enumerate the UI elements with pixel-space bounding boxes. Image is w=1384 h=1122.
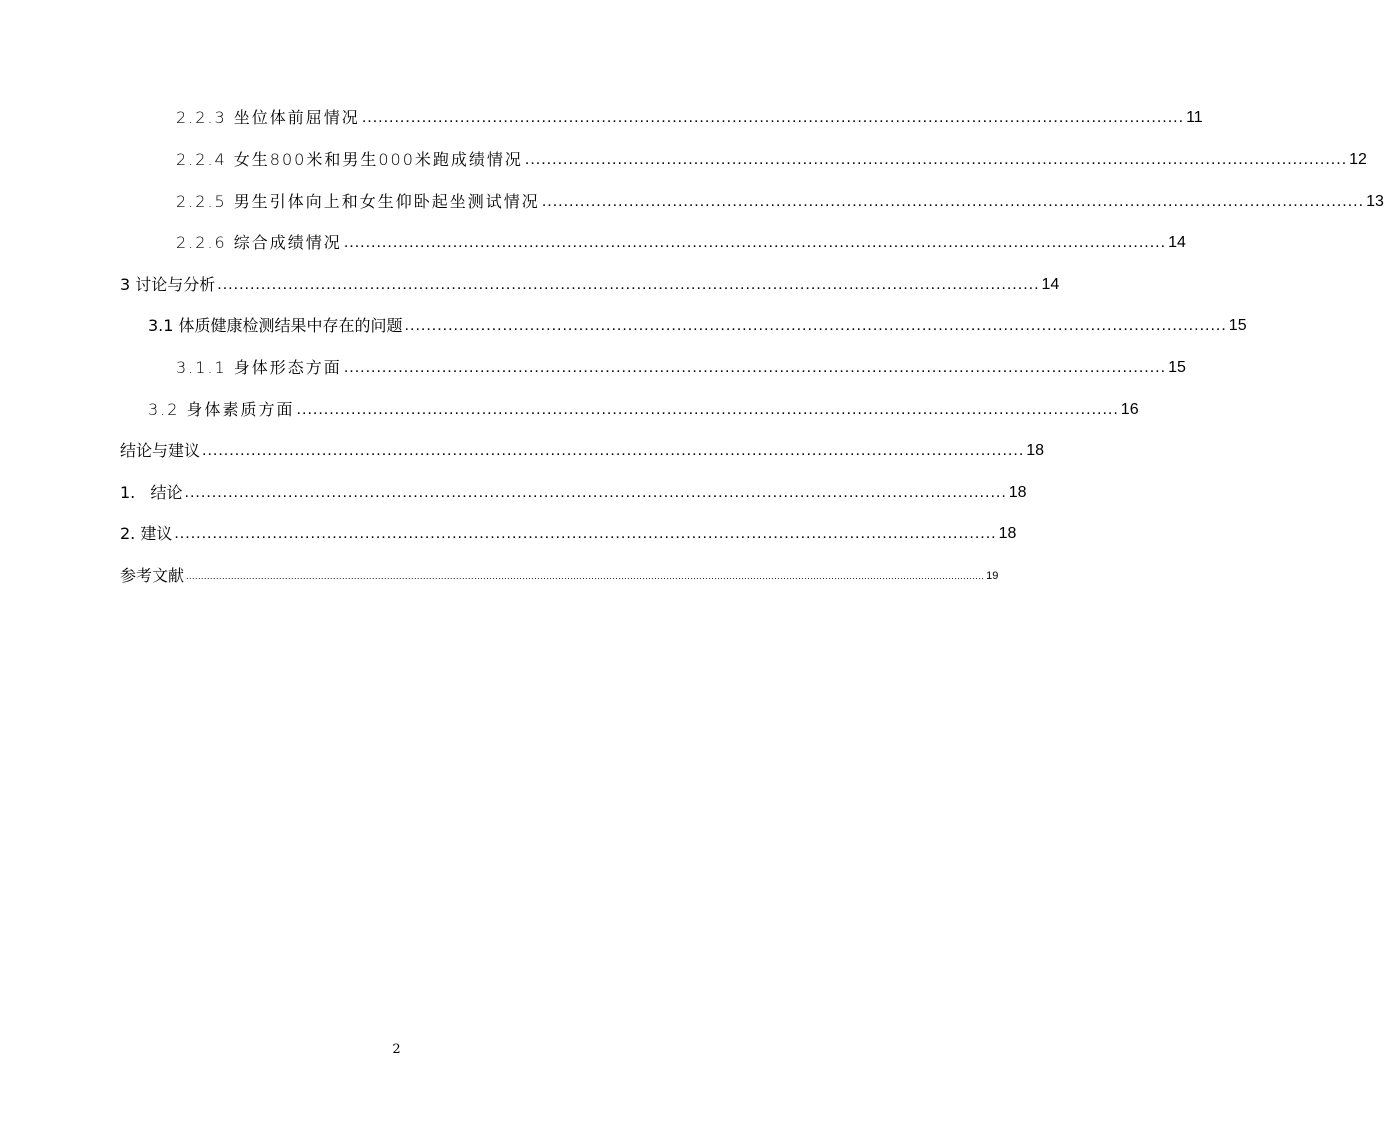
toc-entry-title: 2. 建议	[120, 524, 173, 543]
toc-entry-page: 14	[1041, 276, 1060, 293]
toc-dot-leader: .......................................................................................................................................................	[184, 484, 1007, 501]
toc-dot-leader: .......................................................................................................................................................	[361, 109, 1185, 126]
toc-entry-title: 2.2.3 坐位体前屈情况	[176, 108, 360, 127]
toc-entry-page: 16	[1120, 401, 1139, 418]
toc-entry-page: 19	[986, 570, 999, 582]
toc-entry-page: 18	[1026, 442, 1045, 459]
toc-entry-page: 18	[998, 525, 1017, 542]
toc-entry-title: 2.2.6 综合成绩情况	[176, 233, 342, 252]
page-number: 2	[392, 1042, 401, 1057]
toc-entry[interactable]	[120, 563, 999, 587]
toc-entry-page: 15	[1168, 359, 1186, 376]
toc-entry-title: 2.2.5 男生引体向上和女生仰卧起坐测试情况	[176, 192, 540, 211]
toc-entry[interactable]	[176, 355, 1186, 379]
toc-entry-title: 1. 结论	[120, 483, 183, 502]
toc-entry[interactable]	[148, 313, 1247, 337]
toc-entry-title: 3 讨论与分析	[120, 275, 216, 294]
toc-entry[interactable]	[120, 438, 1045, 462]
toc-entry-title: 3.1 体质健康检测结果中存在的问题	[148, 316, 403, 335]
toc-dot-leader: .......................................................................................................................................................	[202, 442, 1025, 459]
toc-entry-page: 13	[1366, 193, 1384, 210]
toc-dot-leader: .......................................................................................................................................................	[343, 359, 1167, 376]
toc-entry[interactable]	[176, 230, 1186, 254]
toc-entry-title: 2.2.4 女生800米和男生000米跑成绩情况	[176, 150, 523, 169]
toc-dot-leader: .......................................................................................................................................................	[524, 151, 1348, 168]
toc-dot-leader: ..........................................................................................................................................................................................................................................................................	[186, 571, 985, 581]
toc-entry[interactable]	[176, 189, 1384, 213]
toc-entry[interactable]	[176, 105, 1203, 129]
toc-entry-title: 结论与建议	[120, 441, 201, 460]
toc-dot-leader: .......................................................................................................................................................	[296, 401, 1119, 418]
toc-entry-page: 14	[1168, 234, 1186, 251]
toc-entry[interactable]	[120, 521, 1017, 545]
toc-dot-leader: .......................................................................................................................................................	[217, 276, 1040, 293]
toc-dot-leader: .......................................................................................................................................................	[541, 193, 1365, 210]
toc-entry[interactable]	[120, 480, 1027, 504]
toc-entry[interactable]	[120, 272, 1060, 296]
toc-dot-leader: .......................................................................................................................................................	[404, 317, 1227, 334]
toc-entry-title: 3.2 身体素质方面	[148, 400, 295, 419]
toc-entry-page: 18	[1008, 484, 1027, 501]
toc-entry-title: 参考文献	[120, 566, 185, 585]
toc-entry-page: 12	[1349, 151, 1367, 168]
toc-dot-leader: .......................................................................................................................................................	[343, 234, 1167, 251]
toc-entry-page: 11	[1186, 109, 1203, 126]
toc-entry[interactable]	[148, 397, 1139, 421]
toc-entry-page: 15	[1228, 317, 1247, 334]
toc-entry[interactable]	[176, 147, 1367, 171]
toc-dot-leader: .......................................................................................................................................................	[174, 525, 997, 542]
toc-entry-title: 3.1.1 身体形态方面	[176, 358, 342, 377]
